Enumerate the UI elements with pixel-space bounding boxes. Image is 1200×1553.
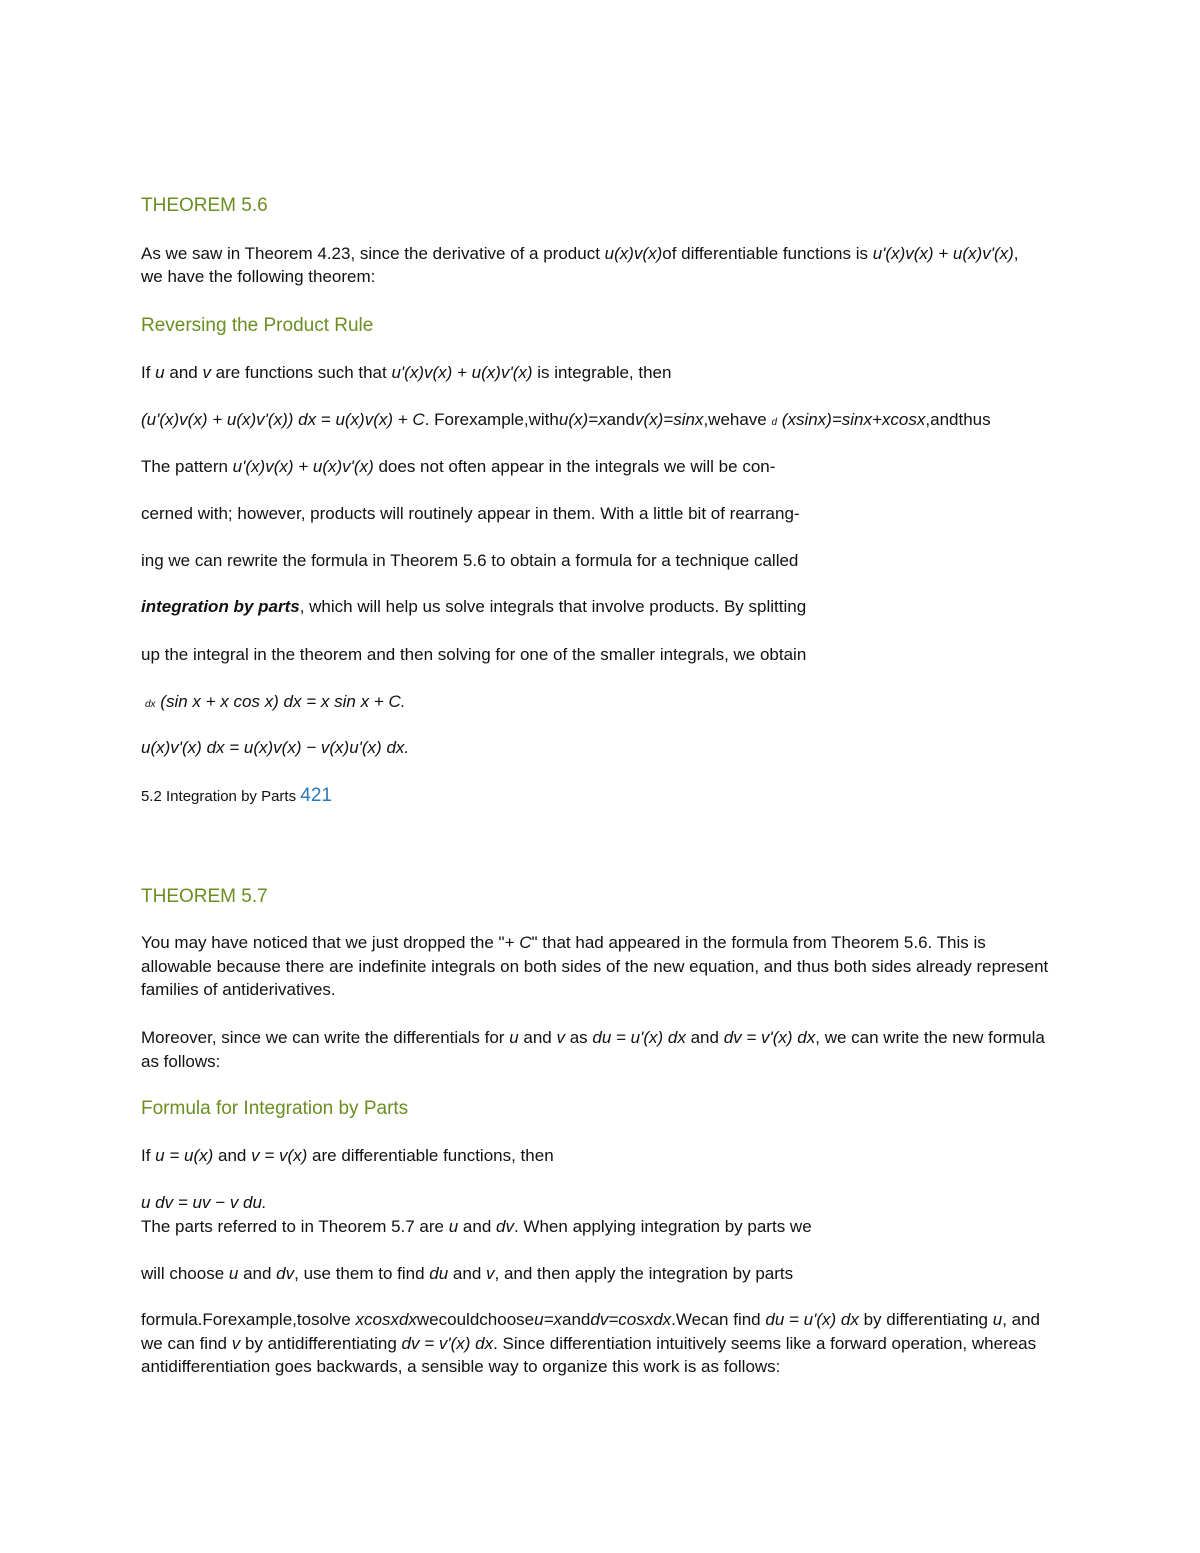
ibp-l3-d: and <box>448 1264 486 1283</box>
formula-e: v(x)=sinx <box>634 410 704 429</box>
formula-a: (u'(x)v(x) + u(x)v'(x)) dx = u(x)v(x) + C <box>141 410 425 429</box>
page-number: 421 <box>300 785 332 806</box>
ibp-l3-dv: dv <box>276 1264 295 1283</box>
cond-text-b: and <box>164 363 203 382</box>
body-p1-math: u'(x)v(x) + u(x)v'(x) <box>232 457 374 476</box>
ibp-l1-b: and <box>213 1146 252 1165</box>
t57-p2-du: du = u'(x) dx <box>592 1028 686 1047</box>
ibp-l3-du: du <box>429 1264 449 1283</box>
theorem-5-6-heading: THEOREM 5.6 <box>141 195 268 216</box>
theorem-5-7-paragraph-1 <box>141 931 1061 1002</box>
ibp-l1-m2: v = v(x) <box>251 1146 308 1165</box>
t57-p1-c: C <box>519 933 532 952</box>
ibp-l2-b: and <box>458 1217 497 1236</box>
eq1-text: (sin x + x cos x) dx = x sin x + C. <box>155 692 406 711</box>
ibp-l4-b: wecouldchoose <box>416 1310 535 1329</box>
cond-u: u <box>155 363 165 382</box>
theorem-5-7-paragraph-2 <box>141 1026 1061 1073</box>
ibp-paragraph-4 <box>141 1308 1066 1379</box>
page-footer <box>141 784 332 808</box>
t57-p2-e: , we can write the new formula as follows: <box>141 1028 1045 1071</box>
equation-2 <box>141 736 409 759</box>
theorem-5-6-intro-line2: we have the following theorem: <box>141 267 376 286</box>
cond-text-d: is integrable, then <box>532 363 672 382</box>
ibp-l3-e: , and then apply the integration by parts <box>494 1264 794 1283</box>
intro-text-b: of differentiable functions is <box>662 244 873 263</box>
intro-text-a: As we saw in Theorem 4.23, since the derivative of a product <box>141 244 605 263</box>
t57-p1-a: You may have noticed that we just dropped the "+ <box>141 933 520 952</box>
intro-math-a: u(x)v(x) <box>604 244 663 263</box>
ibp-condition-line <box>141 1144 554 1167</box>
ibp-l3-u: u <box>228 1264 239 1283</box>
cond-math: u'(x)v(x) + u(x)v'(x) <box>391 363 533 382</box>
ibp-l3-a: will choose <box>141 1264 229 1283</box>
body-line-3: ing we can rewrite the formula in Theorem 5.6 to obtain a formula for a technique called <box>141 551 799 570</box>
body-line-1 <box>141 455 775 478</box>
ibp-l3-v: v <box>486 1264 495 1283</box>
t57-p2-u: u <box>509 1028 519 1047</box>
theorem-5-6-intro-line1 <box>141 242 1019 265</box>
ibp-l4-m2: u=x <box>534 1310 562 1329</box>
formula-small-d: d <box>771 417 778 428</box>
body-p4-rest: , which will help us solve integrals that involve products. By splitting <box>299 597 807 616</box>
reversing-product-rule-title: Reversing the Product Rule <box>141 315 374 336</box>
formula-d: and <box>606 410 635 429</box>
integration-by-parts-term: integration by parts <box>141 597 300 616</box>
cond-v: v <box>202 363 211 382</box>
ibp-l4-m1: xcosxdx <box>355 1310 417 1329</box>
reversing-condition-line <box>141 361 671 384</box>
body-line-2: cerned with; however, products will routinely appear in them. With a little bit of rearrang- <box>141 504 800 523</box>
theorem-5-7-heading: THEOREM 5.7 <box>141 886 268 907</box>
cond-text-c: are functions such that <box>210 363 392 382</box>
body-line-5: up the integral in the theorem and then solving for one of the smaller integrals, we obtain <box>141 645 807 664</box>
ibp-l2-a: The parts referred to in Theorem 5.7 are <box>141 1217 449 1236</box>
ibp-l4-m5: dv = v'(x) dx <box>401 1333 494 1353</box>
ibp-l4-d: .Wecan find <box>671 1310 766 1329</box>
formula-g: (xsinx)=sinx+xcosx <box>777 410 926 429</box>
t57-p2-dv: dv = v'(x) dx <box>723 1028 816 1047</box>
ibp-l3-b: and <box>238 1264 277 1283</box>
ibp-l4-m3: dv=cosxdx <box>590 1310 672 1329</box>
ibp-l4-e: by differentiating <box>858 1310 993 1329</box>
formula-c: u(x)=x <box>558 410 607 429</box>
t57-p2-v: v <box>556 1028 565 1047</box>
ibp-line-2 <box>141 1215 812 1238</box>
intro-math-b: u'(x)v(x) + u(x)v'(x) <box>872 244 1014 263</box>
t57-p2-d: and <box>685 1028 724 1047</box>
intro-text-c: , <box>1013 244 1019 263</box>
t57-p2-a: Moreover, since we can write the differentials for <box>141 1028 510 1047</box>
ibp-l4-h: . Since differentiation intuitively seems like a forward operation, whereas antidifferentiation goes backwards, a sensible way to organize this work is as follows: <box>141 1333 1037 1376</box>
eq1-small-dx: dx <box>145 699 156 710</box>
ibp-l3-c: , use them to find <box>294 1264 430 1283</box>
equation-1 <box>141 690 405 716</box>
body-line-4 <box>141 595 806 618</box>
ibp-l4-m4: du = u'(x) dx <box>765 1310 859 1329</box>
t57-p2-c: as <box>564 1028 593 1047</box>
ibp-l4-g: by antidifferentiating <box>240 1333 402 1353</box>
body-p1-a: The pattern <box>141 457 233 476</box>
ibp-l2-c: . When applying integration by parts we <box>513 1217 812 1236</box>
ibp-l4-a: formula.Forexample,tosolve <box>141 1310 356 1329</box>
ibp-l2-dv: dv <box>496 1217 514 1236</box>
t57-p2-b: and <box>518 1028 557 1047</box>
formula-f: ,wehave <box>703 410 767 429</box>
t57-p1-b: " that had appeared in the formula from Theorem 5.6. This is allowable because there are indefinite integrals on both sides of the new equation, and thus both sides already represent families of antiderivatives. <box>141 933 1049 999</box>
ibp-l4-u: u <box>992 1310 1003 1329</box>
ibp-l4-c: and <box>562 1310 591 1329</box>
cond-text-a: If <box>141 363 156 382</box>
ibp-l1-c: are differentiable functions, then <box>307 1146 554 1165</box>
ibp-l4-v: v <box>231 1333 241 1353</box>
ibp-line-3 <box>141 1262 793 1285</box>
footer-section-label: 5.2 Integration by Parts <box>141 788 301 805</box>
body-p1-b: does not often appear in the integrals we will be con- <box>373 457 776 476</box>
ibp-l4-f: , and we can find <box>141 1310 1041 1353</box>
formula-b: . Forexample,with <box>424 410 559 429</box>
formula-h: ,andthus <box>925 410 991 429</box>
ibp-l2-u: u <box>448 1217 459 1236</box>
ibp-l1-m1: u = u(x) <box>155 1146 214 1165</box>
ibp-equation <box>141 1191 267 1214</box>
ibp-eq-text: u dv = uv − v du. <box>141 1193 267 1212</box>
ibp-l1-a: If <box>141 1146 156 1165</box>
formula-ibp-title: Formula for Integration by Parts <box>141 1098 409 1119</box>
reversing-formula-line <box>141 408 991 434</box>
eq2-text: u(x)v'(x) dx = u(x)v(x) − v(x)u'(x) dx. <box>141 738 410 757</box>
